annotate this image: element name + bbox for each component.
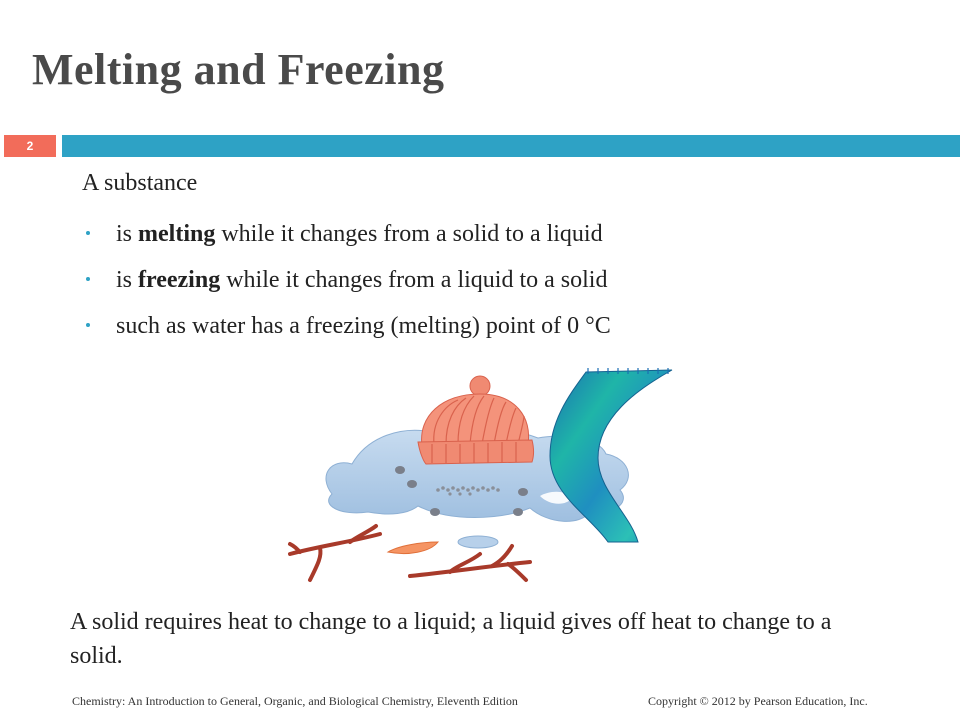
bullet-text-pre: is xyxy=(116,267,139,293)
bullet-item xyxy=(82,306,611,352)
bullet-dot-icon xyxy=(86,277,90,281)
bullet-text-post: while it changes from a liquid to a solid xyxy=(220,267,608,293)
bullet-text-bold: melting xyxy=(138,221,216,247)
bullet-list xyxy=(82,214,611,352)
bullet-text-pre: such as water has a freezing (melting) point of 0 °C xyxy=(116,313,611,339)
bullet-text-post: while it changes from a solid to a liquid xyxy=(215,221,603,247)
footer-book-title: Chemistry: An Introduction to General, Organic, and Biological Chemistry, Eleventh Edition xyxy=(72,694,518,708)
summary-text: A solid requires heat to change to a liquid; a liquid gives off heat to change to a solid. xyxy=(70,609,832,669)
slide-number-badge: 2 xyxy=(4,135,56,157)
footer-copyright: Copyright © 2012 by Pearson Education, Inc. xyxy=(648,694,868,708)
bullet-item xyxy=(82,260,611,306)
knit-hat xyxy=(418,376,534,464)
carrot-nose xyxy=(388,542,438,554)
accent-bar xyxy=(62,135,960,157)
bullet-dot-icon xyxy=(86,231,90,235)
bullet-text-pre: is xyxy=(116,221,139,247)
intro-text: A substance xyxy=(82,170,198,196)
bullet-text-bold: freezing xyxy=(138,267,221,293)
melted-snowman-illustration xyxy=(280,366,680,588)
slide-title: Melting and Freezing xyxy=(32,45,445,94)
bullet-item xyxy=(82,214,611,260)
bullet-dot-icon xyxy=(86,323,90,327)
